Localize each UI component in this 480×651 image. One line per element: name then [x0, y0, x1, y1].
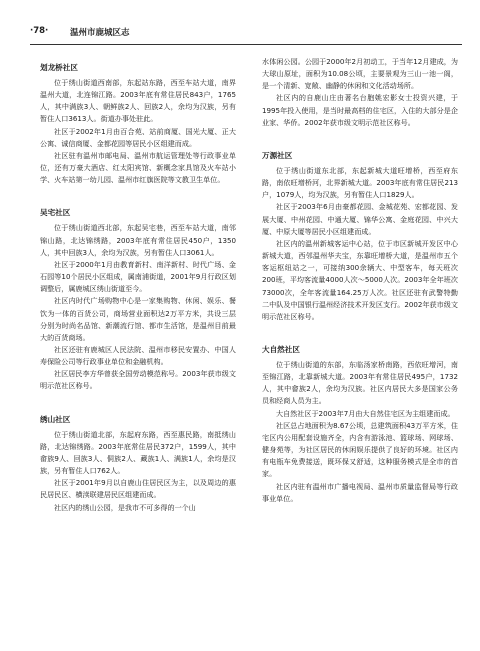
- page-number: ·78·: [30, 26, 49, 36]
- paragraph: 社区驻有温州市邮电局、温州市航运管理处等行政事业单位，还有万豪大酒店、红太阳宾馆、新概念家具馆及火车站小学、火车站第一幼儿园、温州市红旗医院等文教卫生单位。: [40, 150, 236, 185]
- section-title-hualongqiao: 划龙桥社区: [40, 63, 78, 72]
- paragraph: 社区内的绣山公园，是我市不可多得的一个山: [54, 502, 196, 512]
- paragraph: 社区内时代广场购物中心是一家集购物、休闲、娱乐、餐饮为一体的百货公司，商场营业面积达2万平方米，共设三层分别为时尚名品馆、新潮流行馆、都市生活馆，是温州目前最大的百货商场。: [40, 296, 236, 342]
- right-column: [262, 56, 458, 505]
- paragraph-continued: 水体闲公园。公园于2000年2月初动工，于当年12月建成，为大球山原址，面积为10.08公顷，主要景观为三山一池一阁，是一个清新、宽敞、幽静的休闲和文化活动场所。: [262, 57, 458, 91]
- header-rule: [30, 44, 462, 45]
- paragraph: 社区还驻有鹿城区人民法院、温州市移民安置办、中国人寿保险公司等行政事业单位和金融机构。: [40, 344, 236, 367]
- paragraph: 社区于2003年6月由豪都花园、金城花苑、宏都花园、发展大厦、中州花园、中通大厦、锦华公寓、金庭花园、中兴大厦、中原大厦等居民小区组建而成。: [262, 202, 458, 236]
- paragraph: 社区居民李方华曾获全国劳动模范称号。2003年获市级文明示范社区称号。: [40, 369, 236, 391]
- paragraph: 社区于2000年1月由教育新村、南洋新村、时代广场、金石园等10个居民小区组成，属南浦街道，2001年9月行政区划调整后，属鹿城区绣山街道至今。: [40, 259, 236, 294]
- section-title-daziran: 大自然社区: [262, 344, 300, 354]
- paragraph: 社区内驻有温州市广播电视局、温州市质量监督局等行政事业单位。: [262, 481, 458, 503]
- section-title-wanyuan: 万源社区: [262, 150, 293, 160]
- paragraph: 社区于2002年1月由百合苑、站前商厦、国光大厦、正大公寓、诚信商厦、金都花园等居民小区组建而成。: [40, 126, 236, 148]
- paragraph: 位于绣山街道东北部，东起新城大道旺增桥，西至府东路，南依旺增桥河，北界新城大道。2003年底有常住居民213户，1079人，均为汉族，另有暂住人口1829人。: [262, 165, 458, 200]
- running-header: [30, 26, 462, 44]
- paragraph: 社区于2001年9月以自鹿山住居民区为主，以及周边的惠民居民区、横渎联建居民区组建而成。: [40, 478, 236, 500]
- paragraph: 社区总占地面积为8.67公顷，总建筑面积43万平方米，住宅区内公用配套设施齐全，内含有游泳池、篮球场、网球场、健身苑等，为社区居民的休闲娱乐提供了良好的环境。社区内有电瓶车免费接送，既环保又舒适，这种服务模式是全市的首家。: [262, 420, 458, 479]
- paragraph: 社区内的自鹿山庄由著名台胞姚宏影女士投资兴建，于1995年投入使用，是当时最高档的住宅区，入住的大部分是企业家、华侨。2002年获市级文明示范社区称号。: [262, 93, 458, 127]
- paragraph: 位于绣山街道北部，东起府东路，西至惠民路，南抵绣山路，北达锦绣路。2003年底常住居民372户，1599人，其中畲族9人、回族3人、侗族2人、藏族1人、满族1人，余均是汉族，另有暂住人口762人。: [40, 429, 236, 476]
- paragraph: 位于绣山街道的东部，东临汤家桥南路，西依旺增河，南至锦江路，北靠新城大道。2003年有常住居民495户，1732人，其中畲族2人，余均为汉族。社区内居民大多是国家公务员和经商人员为主。: [262, 359, 458, 406]
- paragraph: 大自然社区于2003年7月由大自然住宅区为主组建而成。: [276, 408, 455, 418]
- paragraph: 位于绣山街道西北部，东起吴宅巷，西至车站大道，南邻锦山路，北达锦绣路，2003年底有常住居民450户，1350人，其中回族3人，余均为汉族，另有暂住人口3061人。: [40, 223, 236, 257]
- running-title: 温州市鹿城区志: [70, 28, 130, 38]
- paragraph: 位于绣山街道西南部，东起站东路，西至车站大道，南界温州大道，北连锦江路。2003年底有常住居民843户，1765人，其中满族3人、朝鲜族2人、回族2人，余均为汉族，另有暂住人口3613人。街道办事处驻此。: [40, 78, 236, 124]
- left-column: [40, 56, 236, 514]
- section-title-wuzhai: 吴宅社区: [40, 208, 71, 218]
- paragraph: 社区内的温州新城客运中心站，位于市区新城开发区中心新城大道，西邻温州华夫宝，东靠旺增桥大道，是温州市五个客运枢纽站之一，可接纳300余辆大、中型客车，每天班次200班，平均客流量4000人次～5000人次。2003年全年班次73000次，全年客流量164.25万人次。社区还驻有武警特勤二中队及中国银行温州经济技术开发区支行。2002年获市级文明示范社区称号。: [262, 238, 458, 321]
- section-title-xiushan: 绣山社区: [40, 414, 71, 424]
